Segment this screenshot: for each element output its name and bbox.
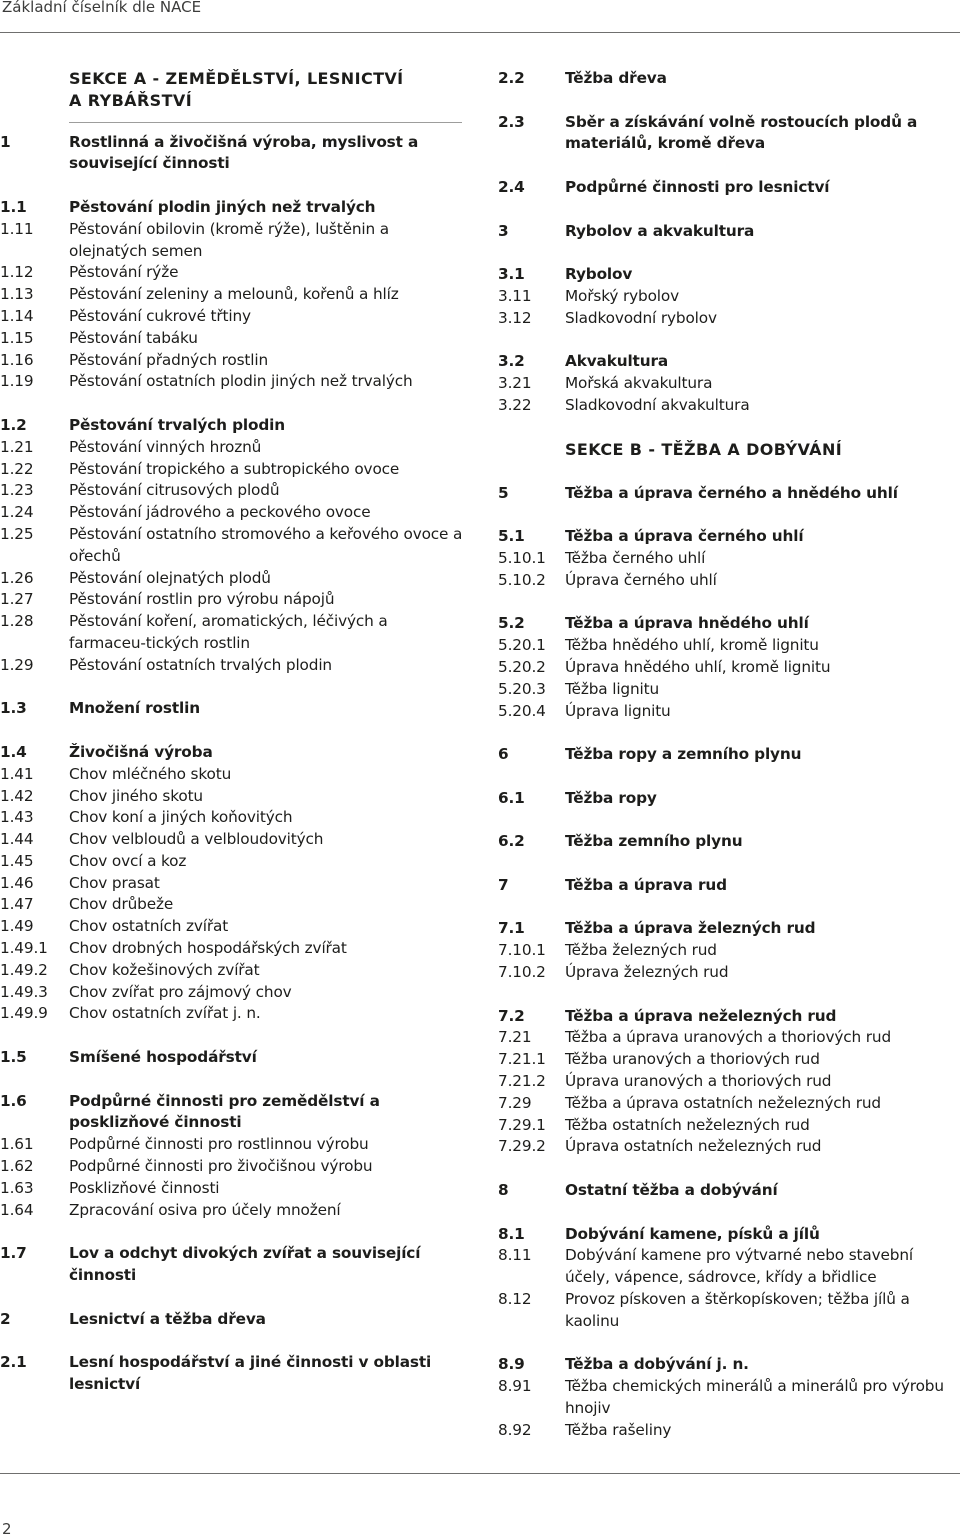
- nace-item: [498, 112, 958, 156]
- right-classification-list-a: [498, 68, 958, 417]
- nace-description: Dobývání kamene pro výtvarné nebo stavební účely, vápence, sádrovce, křídy a břidlice: [565, 1246, 913, 1287]
- nace-item: [498, 613, 958, 635]
- nace-description: Chov kožešinových zvířat: [69, 960, 260, 979]
- nace-code: 7.2: [498, 1006, 525, 1025]
- nace-description: Pěstování ostatního stromového a keřového ovoce a ořechů: [69, 524, 463, 565]
- nace-description: Podpůrné činnosti pro zemědělství a posklizňové činnosti: [69, 1091, 380, 1132]
- nace-item: [498, 1420, 958, 1442]
- nace-item: [0, 1047, 468, 1069]
- nace-item: [498, 657, 958, 679]
- nace-item: [0, 742, 468, 764]
- nace-item: [0, 350, 468, 372]
- nace-description: Těžba chemických minerálů a minerálů pro výrobu hnojiv: [565, 1377, 944, 1418]
- nace-item: [0, 982, 468, 1004]
- nace-item: [0, 284, 468, 306]
- nace-description: Těžba ostatních neželezných rud: [565, 1115, 810, 1134]
- nace-description: Lov a odchyt divokých zvířat a související činnosti: [69, 1244, 421, 1285]
- nace-item: [0, 480, 468, 502]
- nace-description: Úprava uranových a thoriových rud: [565, 1072, 832, 1091]
- nace-description: Těžba uranových a thoriových rud: [565, 1050, 820, 1069]
- right-classification-list-b: [498, 483, 958, 1442]
- nace-code: 2.3: [498, 112, 525, 131]
- nace-code: 3.12: [498, 308, 532, 327]
- nace-description: Sladkovodní akvakultura: [565, 395, 750, 414]
- nace-item: [0, 328, 468, 350]
- nace-description: Těžba a úprava uranových a thoriových rud: [565, 1028, 892, 1047]
- nace-code: 1.15: [0, 328, 34, 347]
- nace-item: [498, 1376, 958, 1420]
- nace-description: Úprava železných rud: [565, 963, 729, 982]
- nace-description: Podpůrné činnosti pro rostlinnou výrobu: [69, 1135, 369, 1154]
- nace-description: Těžba železných rud: [565, 941, 717, 960]
- page-number: 2: [2, 1520, 12, 1538]
- nace-item: [0, 764, 468, 786]
- nace-description: Těžba dřeva: [565, 69, 667, 87]
- nace-item: [498, 940, 958, 962]
- nace-code: 1.49.1: [0, 939, 48, 958]
- nace-code: 1.24: [0, 503, 34, 522]
- nace-item: [498, 395, 958, 417]
- nace-item: [498, 221, 958, 243]
- nace-item: [498, 1245, 958, 1289]
- nace-description: Chov ostatních zvířat: [69, 917, 229, 936]
- nace-code: 5: [498, 483, 509, 502]
- nace-item: [0, 306, 468, 328]
- nace-code: 1.29: [0, 655, 34, 674]
- nace-code: 5.20.4: [498, 701, 546, 720]
- nace-code: 7.21.1: [498, 1050, 546, 1069]
- nace-item: [498, 68, 958, 90]
- nace-item: [0, 1003, 468, 1025]
- nace-item: [0, 894, 468, 916]
- nace-description: Lesnictví a těžba dřeva: [69, 1309, 266, 1328]
- nace-description: Lesní hospodářství a jiné činnosti v oblasti lesnictví: [69, 1353, 432, 1394]
- nace-code: 1.43: [0, 808, 34, 827]
- nace-code: 1.49.3: [0, 982, 48, 1001]
- nace-item: [498, 1354, 958, 1376]
- nace-item: [498, 1180, 958, 1202]
- nace-item: [498, 1093, 958, 1115]
- nace-code: 2.4: [498, 177, 525, 196]
- nace-description: Posklizňové činnosti: [69, 1178, 220, 1197]
- nace-description: Množení rostlin: [69, 699, 200, 718]
- nace-code: 1.46: [0, 873, 34, 892]
- nace-description: Úprava ostatních neželezných rud: [565, 1137, 822, 1156]
- left-classification-list: [0, 132, 468, 1396]
- nace-item: [0, 938, 468, 960]
- nace-item: [498, 286, 958, 308]
- nace-code: 1.1: [0, 197, 27, 216]
- nace-item: [498, 177, 958, 199]
- nace-item: [0, 568, 468, 590]
- nace-code: 1.44: [0, 830, 34, 849]
- nace-description: Pěstování tabáku: [69, 328, 198, 347]
- nace-description: Pěstování jádrového a peckového ovoce: [69, 503, 371, 522]
- nace-item: [498, 308, 958, 330]
- nace-code: 8.92: [498, 1420, 532, 1439]
- nace-code: 1.42: [0, 786, 34, 805]
- nace-description: Těžba a úprava černého uhlí: [565, 527, 804, 546]
- nace-code: 6.1: [498, 788, 525, 807]
- nace-code: 1.49.9: [0, 1004, 48, 1023]
- nace-code: 8.91: [498, 1377, 532, 1396]
- nace-code: 1.47: [0, 895, 34, 914]
- nace-code: 8.9: [498, 1355, 525, 1374]
- left-column: [0, 68, 468, 1396]
- nace-item: [0, 698, 468, 720]
- nace-code: 3: [498, 221, 509, 240]
- nace-item: [0, 1352, 468, 1396]
- nace-code: 8.11: [498, 1246, 532, 1265]
- nace-description: Těžba a úprava hnědého uhlí: [565, 614, 809, 633]
- nace-code: 1: [0, 132, 11, 151]
- nace-code: 7: [498, 875, 509, 894]
- nace-description: Pěstování vinných hroznů: [69, 437, 262, 456]
- nace-code: 1.19: [0, 372, 34, 391]
- nace-code: 1.22: [0, 459, 34, 478]
- nace-code: 1.3: [0, 699, 27, 718]
- nace-description: Sladkovodní rybolov: [565, 308, 717, 327]
- nace-code: 8: [498, 1181, 509, 1200]
- nace-code: 1.5: [0, 1048, 27, 1067]
- nace-description: Živočišná výroba: [69, 742, 213, 761]
- nace-code: 1.12: [0, 263, 34, 282]
- nace-description: Těžba a úprava černého a hnědého uhlí: [565, 483, 898, 502]
- nace-code: 5.10.1: [498, 548, 546, 567]
- nace-description: Rostlinná a živočišná výroba, myslivost a související činnosti: [69, 132, 419, 173]
- nace-item: [498, 1224, 958, 1246]
- nace-description: Chov ovcí a koz: [69, 851, 187, 870]
- nace-code: 7.1: [498, 919, 525, 938]
- nace-description: Těžba ropy a zemního plynu: [565, 745, 802, 764]
- nace-item: [498, 1115, 958, 1137]
- nace-item: [498, 679, 958, 701]
- nace-code: 6: [498, 745, 509, 764]
- nace-item: [0, 459, 468, 481]
- nace-description: Těžba rašeliny: [565, 1420, 672, 1439]
- nace-item: [498, 526, 958, 548]
- nace-code: 5.2: [498, 614, 525, 633]
- nace-description: Chov mléčného skotu: [69, 764, 232, 783]
- nace-item: [498, 1006, 958, 1028]
- nace-code: 7.29.1: [498, 1115, 546, 1134]
- nace-description: Pěstování tropického a subtropického ovoce: [69, 459, 400, 478]
- nace-item: [0, 132, 468, 176]
- nace-code: 1.6: [0, 1091, 27, 1110]
- nace-description: Pěstování rostlin pro výrobu nápojů: [69, 590, 335, 609]
- nace-description: Úprava černého uhlí: [565, 570, 717, 589]
- nace-item: [0, 873, 468, 895]
- nace-code: 1.11: [0, 219, 34, 238]
- nace-description: Chov ostatních zvířat j. n.: [69, 1004, 261, 1023]
- nace-description: Pěstování olejnatých plodů: [69, 568, 271, 587]
- nace-item: [0, 1156, 468, 1178]
- nace-description: Pěstování rýže: [69, 263, 179, 282]
- nace-code: 3.21: [498, 374, 532, 393]
- nace-description: Těžba černého uhlí: [565, 548, 706, 567]
- nace-description: Těžba lignitu: [565, 679, 660, 698]
- nace-code: 3.1: [498, 265, 525, 284]
- nace-item: [0, 1091, 468, 1135]
- nace-code: 1.21: [0, 437, 34, 456]
- nace-description: Těžba zemního plynu: [565, 832, 743, 851]
- nace-item: [498, 1071, 958, 1093]
- nace-code: 1.27: [0, 590, 34, 609]
- nace-item: [498, 831, 958, 853]
- nace-item: [498, 570, 958, 592]
- nace-item: [498, 788, 958, 810]
- nace-item: [0, 851, 468, 873]
- nace-code: 1.25: [0, 524, 34, 543]
- nace-code: 5.1: [498, 527, 525, 546]
- nace-description: Chov prasat: [69, 873, 160, 892]
- nace-item: [498, 918, 958, 940]
- nace-item: [498, 351, 958, 373]
- nace-item: [0, 655, 468, 677]
- nace-code: 1.14: [0, 306, 34, 325]
- nace-item: [0, 916, 468, 938]
- nace-description: Těžba a úprava železných rud: [565, 919, 816, 938]
- nace-description: Rybolov a akvakultura: [565, 221, 755, 240]
- nace-code: 7.29.2: [498, 1137, 546, 1156]
- nace-item: [498, 635, 958, 657]
- nace-item: [498, 875, 958, 897]
- nace-description: Těžba hnědého uhlí, kromě lignitu: [565, 636, 819, 655]
- nace-code: 1.26: [0, 568, 34, 587]
- nace-code: 8.12: [498, 1290, 532, 1309]
- nace-description: Podpůrné činnosti pro živočišnou výrobu: [69, 1157, 373, 1176]
- nace-item: [0, 611, 468, 655]
- nace-description: Akvakultura: [565, 352, 669, 371]
- nace-code: 5.20.2: [498, 657, 546, 676]
- nace-item: [498, 483, 958, 505]
- right-column: [498, 68, 958, 1442]
- nace-code: 7.21: [498, 1028, 532, 1047]
- nace-item: [0, 786, 468, 808]
- nace-code: 1.49: [0, 917, 34, 936]
- nace-code: 1.41: [0, 764, 34, 783]
- nace-description: Chov drůbeže: [69, 895, 174, 914]
- nace-item: [0, 371, 468, 393]
- nace-description: Chov koní a jiných koňovitých: [69, 808, 293, 827]
- nace-code: 7.10.2: [498, 963, 546, 982]
- nace-item: [0, 1309, 468, 1331]
- nace-code: 1.49.2: [0, 960, 48, 979]
- nace-description: Smíšené hospodářství: [69, 1048, 257, 1067]
- nace-description: Chov zvířat pro zájmový chov: [69, 982, 292, 1001]
- nace-item: [498, 1027, 958, 1049]
- nace-code: 8.1: [498, 1224, 525, 1243]
- nace-code: 1.45: [0, 851, 34, 870]
- nace-item: [0, 1134, 468, 1156]
- document-header: Základní číselník dle NACE: [2, 0, 202, 16]
- nace-item: [0, 960, 468, 982]
- nace-item: [0, 589, 468, 611]
- nace-description: Chov jiného skotu: [69, 786, 203, 805]
- nace-description: Pěstování trvalých plodin: [69, 415, 285, 434]
- nace-code: 6.2: [498, 832, 525, 851]
- nace-code: 1.13: [0, 285, 34, 304]
- nace-description: Pěstování citrusových plodů: [69, 481, 280, 500]
- nace-description: Pěstování plodin jiných než trvalých: [69, 197, 376, 216]
- nace-description: Těžba a dobývání j. n.: [565, 1355, 749, 1374]
- nace-item: [0, 415, 468, 437]
- nace-code: 1.62: [0, 1157, 34, 1176]
- nace-code: 2.2: [498, 69, 525, 87]
- section-a-title: SEKCE A - ZEMĚDĚLSTVÍ, LESNICTVÍ A RYBÁŘSTVÍ: [69, 69, 404, 110]
- nace-item: [0, 807, 468, 829]
- nace-code: 1.23: [0, 481, 34, 500]
- nace-description: Ostatní těžba a dobývání: [565, 1181, 778, 1200]
- nace-item: [0, 1178, 468, 1200]
- nace-item: [0, 262, 468, 284]
- header-divider: [0, 32, 960, 33]
- nace-item: [0, 502, 468, 524]
- nace-code: 3.22: [498, 395, 532, 414]
- nace-item: [498, 264, 958, 286]
- nace-description: Pěstování ostatních plodin jiných než trvalých: [69, 372, 413, 391]
- nace-description: Pěstování ostatních trvalých plodin: [69, 655, 332, 674]
- nace-item: [0, 219, 468, 263]
- nace-code: 2.1: [0, 1353, 27, 1372]
- nace-description: Těžba a úprava ostatních neželezných rud: [565, 1093, 881, 1112]
- nace-description: Chov velbloudů a velbloudovitých: [69, 830, 324, 849]
- nace-code: 3.11: [498, 286, 532, 305]
- nace-description: Mořský rybolov: [565, 286, 680, 305]
- nace-code: 1.4: [0, 742, 27, 761]
- nace-description: Chov drobných hospodářských zvířat: [69, 939, 347, 958]
- nace-item: [0, 524, 468, 568]
- nace-code: 2: [0, 1309, 11, 1328]
- nace-description: Úprava hnědého uhlí, kromě lignitu: [565, 657, 831, 676]
- nace-description: Dobývání kamene, písků a jílů: [565, 1224, 820, 1243]
- nace-code: 1.64: [0, 1200, 34, 1219]
- nace-code: 1.28: [0, 612, 34, 631]
- section-b-title: SEKCE B - TĚŽBA A DOBÝVÁNÍ: [565, 439, 843, 459]
- nace-description: Podpůrné činnosti pro lesnictví: [565, 177, 830, 196]
- nace-description: Úprava lignitu: [565, 701, 671, 720]
- nace-description: Zpracování osiva pro účely množení: [69, 1200, 341, 1219]
- nace-item: [498, 744, 958, 766]
- nace-code: 1.16: [0, 350, 34, 369]
- nace-description: Sběr a získávání volně rostoucích plodů a materiálů, kromě dřeva: [565, 112, 918, 153]
- nace-code: 7.21.2: [498, 1072, 546, 1091]
- nace-code: 1.61: [0, 1135, 34, 1154]
- nace-code: 1.2: [0, 415, 27, 434]
- nace-item: [498, 373, 958, 395]
- nace-code: 5.20.1: [498, 636, 546, 655]
- nace-item: [498, 548, 958, 570]
- nace-code: 1.63: [0, 1178, 34, 1197]
- nace-code: 5.10.2: [498, 570, 546, 589]
- nace-item: [498, 1289, 958, 1333]
- nace-description: Těžba a úprava rud: [565, 875, 727, 894]
- nace-item: [0, 197, 468, 219]
- nace-description: Rybolov: [565, 265, 633, 284]
- section-a-divider: [69, 122, 462, 123]
- nace-description: Mořská akvakultura: [565, 374, 713, 393]
- nace-code: 7.29: [498, 1093, 532, 1112]
- nace-description: Pěstování zeleniny a melounů, kořenů a hlíz: [69, 285, 399, 304]
- nace-item: [0, 1243, 468, 1287]
- nace-item: [498, 1136, 958, 1158]
- nace-item: [0, 1200, 468, 1222]
- nace-item: [498, 701, 958, 723]
- nace-code: 5.20.3: [498, 679, 546, 698]
- nace-description: Pěstování cukrové třtiny: [69, 306, 251, 325]
- nace-description: Pěstování přadných rostlin: [69, 350, 269, 369]
- nace-item: [0, 829, 468, 851]
- nace-code: 1.7: [0, 1244, 27, 1263]
- nace-description: Těžba a úprava neželezných rud: [565, 1006, 837, 1025]
- footer-divider: [0, 1473, 960, 1474]
- nace-code: 3.2: [498, 352, 525, 371]
- nace-description: Pěstování koření, aromatických, léčivých a farmaceu-tických rostlin: [69, 612, 388, 652]
- nace-item: [0, 437, 468, 459]
- nace-description: Provoz pískoven a štěrkopískoven; těžba jílů a kaolinu: [565, 1290, 910, 1330]
- nace-item: [498, 962, 958, 984]
- nace-description: Těžba ropy: [565, 788, 657, 807]
- nace-code: 7.10.1: [498, 941, 546, 960]
- nace-description: Pěstování obilovin (kromě rýže), luštěnin a olejnatých semen: [69, 219, 389, 260]
- nace-item: [498, 1049, 958, 1071]
